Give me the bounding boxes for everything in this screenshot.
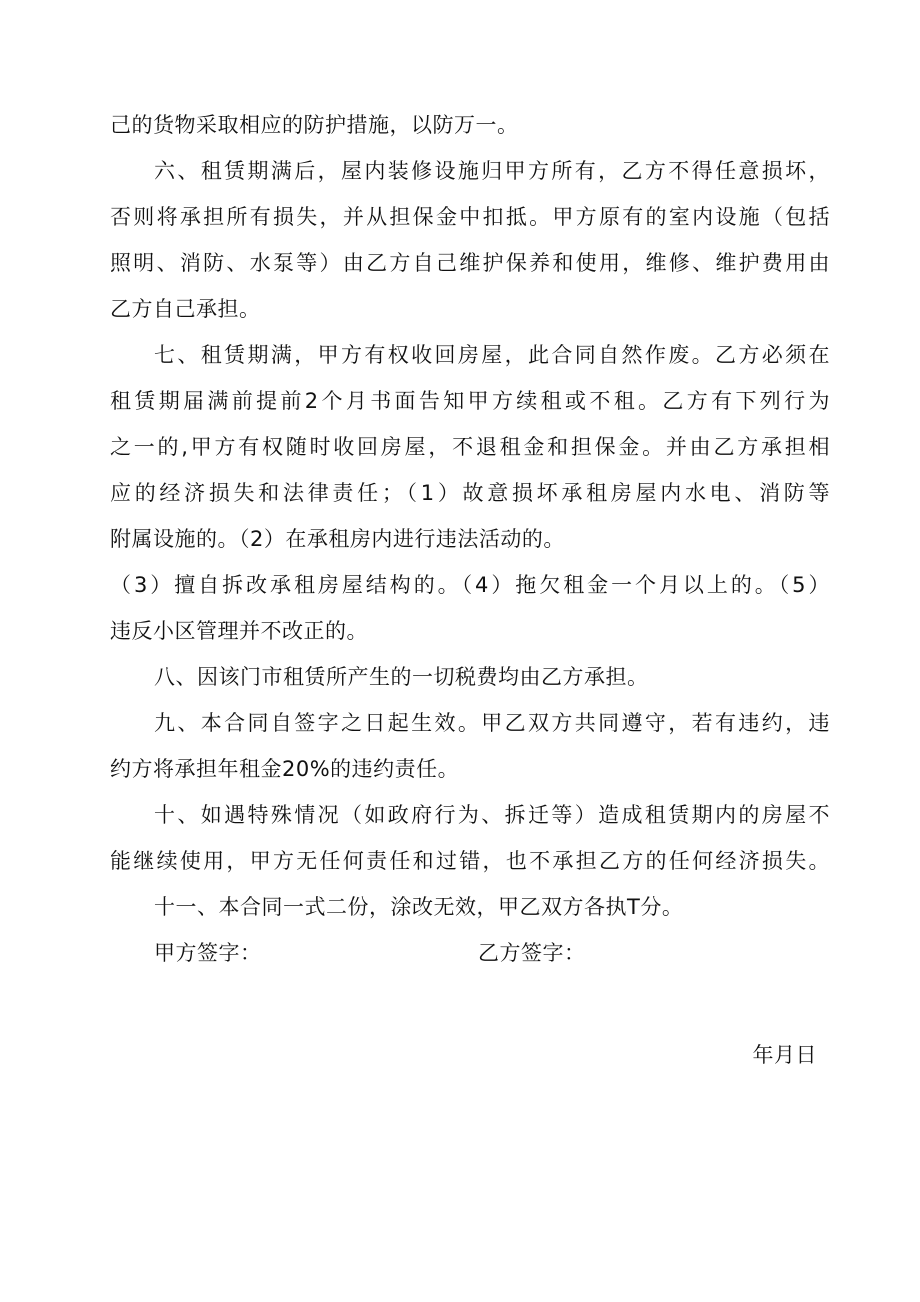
text-line: （3）擅自拆改承租房屋结构的。（4）拖欠租金一个月以上的。（5） <box>110 573 830 597</box>
text-line: 照明、消防、水泵等）由乙方自己维护保养和使用，维修、维护费用由 <box>110 251 830 275</box>
clause-7-line: 七、租赁期满，甲方有权收回房屋，此合同自然作废。乙方必须在 <box>154 343 830 367</box>
text-line: 能继续使用，甲方无任何责任和过错，也不承担乙方的任何经济损失。 <box>110 849 830 873</box>
text-line: 应的经济损失和法律责任；（1）故意损坏承租房屋内水电、消防等 <box>110 481 830 505</box>
text-line: 租赁期届满前提前2个月书面告知甲方续租或不租。乙方有下列行为 <box>110 389 830 413</box>
clause-10-line: 十、如遇特殊情况（如政府行为、拆迁等）造成租赁期内的房屋不 <box>154 803 830 827</box>
text-line: 之一的,甲方有权随时收回房屋，不退租金和担保金。并由乙方承担相 <box>110 435 830 459</box>
party-a-signature-label: 甲方签字： <box>154 941 262 965</box>
text-line: 乙方自己承担。 <box>110 297 261 321</box>
clause-8-line: 八、因该门市租赁所产生的一切税费均由乙方承担。 <box>154 665 649 689</box>
clause-9-line: 九、本合同自签字之日起生效。甲乙双方共同遵守，若有违约，违 <box>154 711 830 735</box>
text-line: 违反小区管理并不改正的。 <box>110 619 368 643</box>
text-line: 附属设施的。（2）在承租房内进行违法活动的。 <box>110 527 565 551</box>
text-line: 己的货物采取相应的防护措施，以防万一。 <box>110 113 519 137</box>
date-label: 年月日 <box>752 1043 817 1067</box>
text-line: 否则将承担所有损失，并从担保金中扣抵。甲方原有的室内设施（包括 <box>110 205 830 229</box>
party-b-signature-label: 乙方签字： <box>478 941 586 965</box>
clause-11-line: 十一、本合同一式二份，涂改无效，甲乙双方各执T分。 <box>154 895 684 919</box>
clause-6-line: 六、租赁期满后，屋内装修设施归甲方所有，乙方不得任意损坏， <box>154 159 830 183</box>
text-line: 约方将承担年租金20%的违约责任。 <box>110 757 460 781</box>
